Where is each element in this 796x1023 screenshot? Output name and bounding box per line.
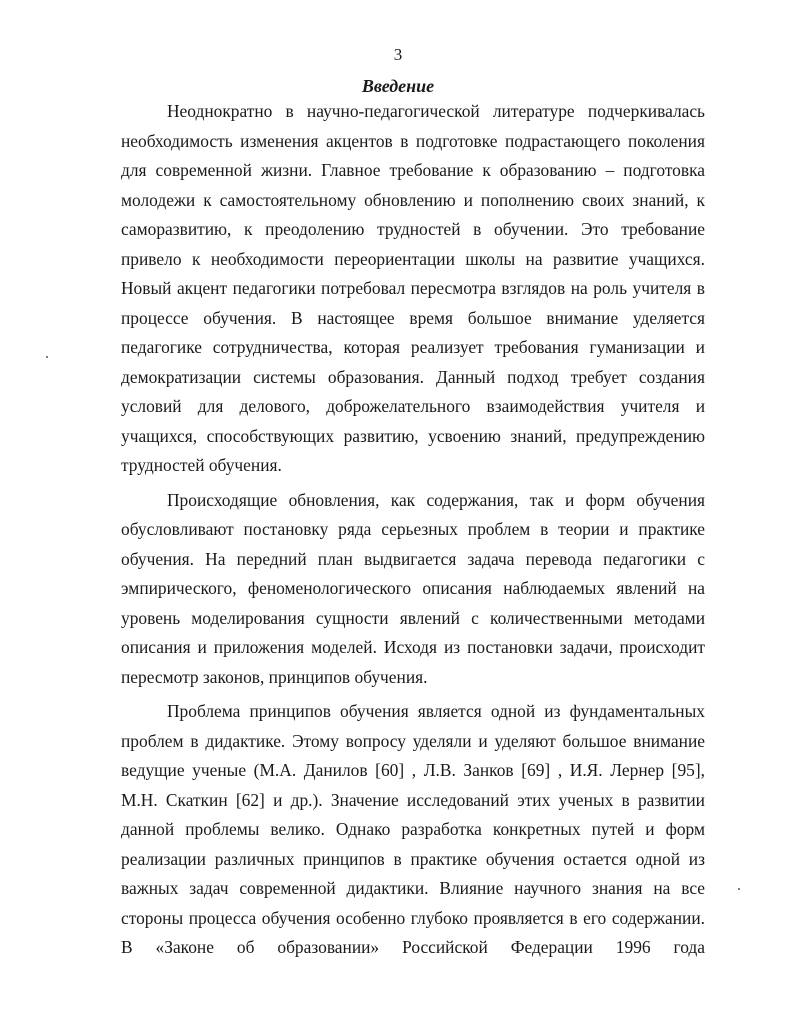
- paragraph-2: [121, 486, 705, 693]
- text-line: В «Законе об образовании» Российской Федерации 1996 года: [121, 937, 705, 957]
- scan-speck: [46, 356, 48, 358]
- text-line: процессе обучения. В настоящее время большое внимание уделяется: [121, 307, 705, 328]
- text-line: ведущие ученые (М.А. Данилов [60] , Л.В. Занков [69] , И.Я. Лернер [95],: [121, 760, 705, 780]
- text-line: привело к необходимости переориентации школы на развитие учащихся.: [121, 248, 705, 269]
- text-line: Неоднократно в научно-педагогической литературе подчеркивалась: [167, 101, 705, 121]
- text-line: педагогике сотрудничества, которая реализует требования гуманизации и: [121, 337, 705, 357]
- text-line: реализации различных принципов в практике обучения остается одной из: [121, 848, 705, 869]
- text-line: Новый акцент педагогики потребовал пересмотра взглядов на роль учителя в: [121, 278, 705, 298]
- text-line: стороны процесса обучения особенно глубоко проявляется в его содержании.: [121, 907, 705, 928]
- text-line: важных задач современной дидактики. Влияние научного знания на все: [121, 878, 705, 898]
- text-line: обучения. На передний план выдвигается задача перевода педагогики с: [121, 548, 705, 569]
- page-number: 3: [393, 45, 403, 64]
- text-line: уровень моделирования сущности явлений с количественными методами: [121, 607, 705, 628]
- paragraph-1: [121, 97, 705, 481]
- text-line: демократизации системы образования. Данный подход требует создания: [121, 366, 705, 387]
- text-line: Проблема принципов обучения является одной из фундаментальных: [167, 701, 705, 721]
- text-line: молодежи к самостоятельному обновлению и пополнению своих знаний, к: [121, 189, 705, 210]
- text-line: пересмотр законов, принципов обучения.: [121, 666, 428, 687]
- text-line: М.Н. Скаткин [62] и др.). Значение исследований этих ученых в развитии: [121, 789, 705, 810]
- section-heading: Введение: [361, 76, 435, 96]
- text-line: необходимость изменения акцентов в подготовке подрастающего поколения: [121, 130, 705, 151]
- text-line: учащихся, способствующих развитию, усвоению знаний, предупреждению: [121, 425, 705, 446]
- text-line: обусловливают постановку ряда серьезных проблем в теории и практике: [121, 519, 705, 539]
- text-line: Происходящие обновления, как содержания, так и форм обучения: [167, 489, 705, 510]
- paragraph-3: [121, 697, 705, 963]
- text-line: условий для делового, доброжелательного взаимодействия учителя и: [121, 396, 705, 416]
- text-line: трудностей обучения.: [121, 455, 282, 475]
- body-text: [121, 97, 705, 963]
- text-line: саморазвитию, к преодолению трудностей в обучении. Это требование: [121, 219, 705, 239]
- text-line: данной проблемы велико. Однако разработка конкретных путей и форм: [121, 819, 705, 839]
- text-line: проблем в дидактике. Этому вопросу уделяли и уделяют большое внимание: [121, 730, 705, 751]
- text-line: эмпирического, феноменологического описания наблюдаемых явлений на: [121, 578, 705, 598]
- text-line: для современной жизни. Главное требование к образованию – подготовка: [121, 160, 705, 180]
- scan-speck: [738, 888, 740, 890]
- text-line: описания и приложения моделей. Исходя из постановки задачи, происходит: [121, 637, 705, 657]
